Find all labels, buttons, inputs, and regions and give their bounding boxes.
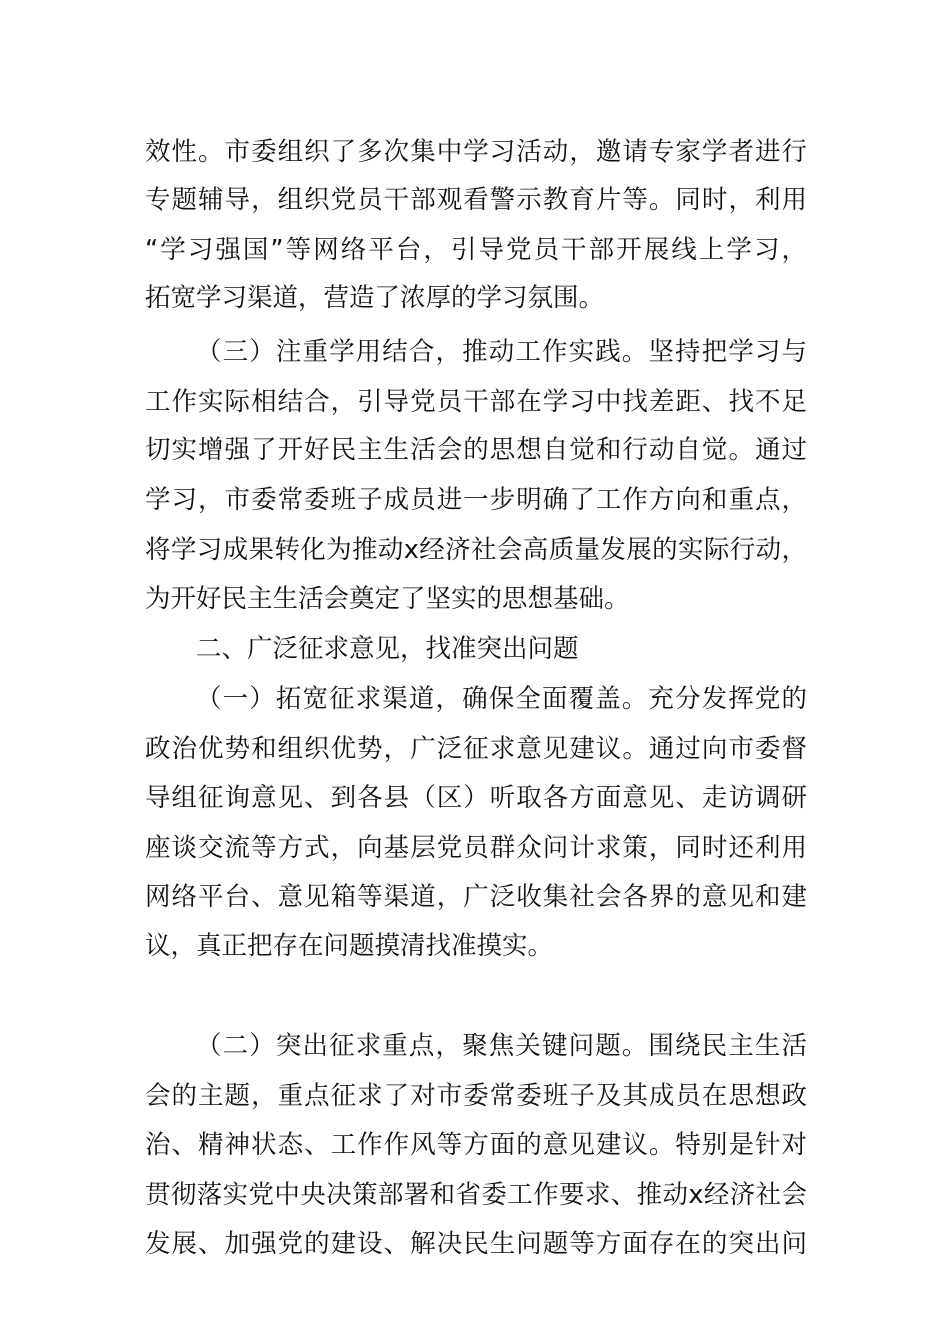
text-line: 学习，市委常委班子成员进一步明确了工作方向和重点， [145, 485, 807, 515]
text-line: 导组征询意见、到各县（区）听取各方面意见、走访调研 [145, 783, 807, 813]
text-line: 为开好民主生活会奠定了坚实的思想基础。 [145, 584, 630, 614]
text-line: 工作实际相结合，引导党员干部在学习中找差距、找不足 [145, 387, 807, 417]
text-line: 网络平台、意见箱等渠道，广泛收集社会各界的意见和建 [145, 882, 807, 912]
text-line: “学习强国”等网络平台，引导党员干部开展线上学习， [145, 235, 807, 265]
text-line: 发展、加强党的建设、解决民生问题等方面存在的突出问 [145, 1229, 807, 1259]
text-line: 贯彻落实党中央决策部署和省委工作要求、推动x经济社会 [145, 1180, 807, 1210]
text-line: 将学习成果转化为推动x经济社会高质量发展的实际行动， [145, 535, 807, 565]
paragraph-heading-line: （二）突出征求重点，聚焦关键问题。围绕民主生活 [196, 1031, 807, 1061]
section-heading: 二、广泛征求意见，找准突出问题 [196, 634, 579, 664]
paragraph-heading-line: （三）注重学用结合，推动工作实践。坚持把学习与 [196, 337, 807, 367]
text-line: 座谈交流等方式，向基层党员群众问计求策，同时还利用 [145, 833, 807, 863]
text-line: 拓宽学习渠道，营造了浓厚的学习氛围。 [145, 283, 605, 313]
text-line: 会的主题，重点征求了对市委常委班子及其成员在思想政 [145, 1081, 807, 1111]
text-line: 专题辅导，组织党员干部观看警示教育片等。同时，利用 [145, 185, 807, 215]
text-line: 议，真正把存在问题摸清找准摸实。 [145, 931, 554, 961]
text-line: 效性。市委组织了多次集中学习活动，邀请专家学者进行 [145, 137, 807, 167]
text-line: 切实增强了开好民主生活会的思想自觉和行动自觉。通过 [145, 435, 807, 465]
text-line: 治、精神状态、工作作风等方面的意见建议。特别是针对 [145, 1130, 807, 1160]
text-line: 政治优势和组织优势，广泛征求意见建议。通过向市委督 [145, 734, 807, 764]
paragraph-heading-line: （一）拓宽征求渠道，确保全面覆盖。充分发挥党的 [196, 684, 807, 714]
